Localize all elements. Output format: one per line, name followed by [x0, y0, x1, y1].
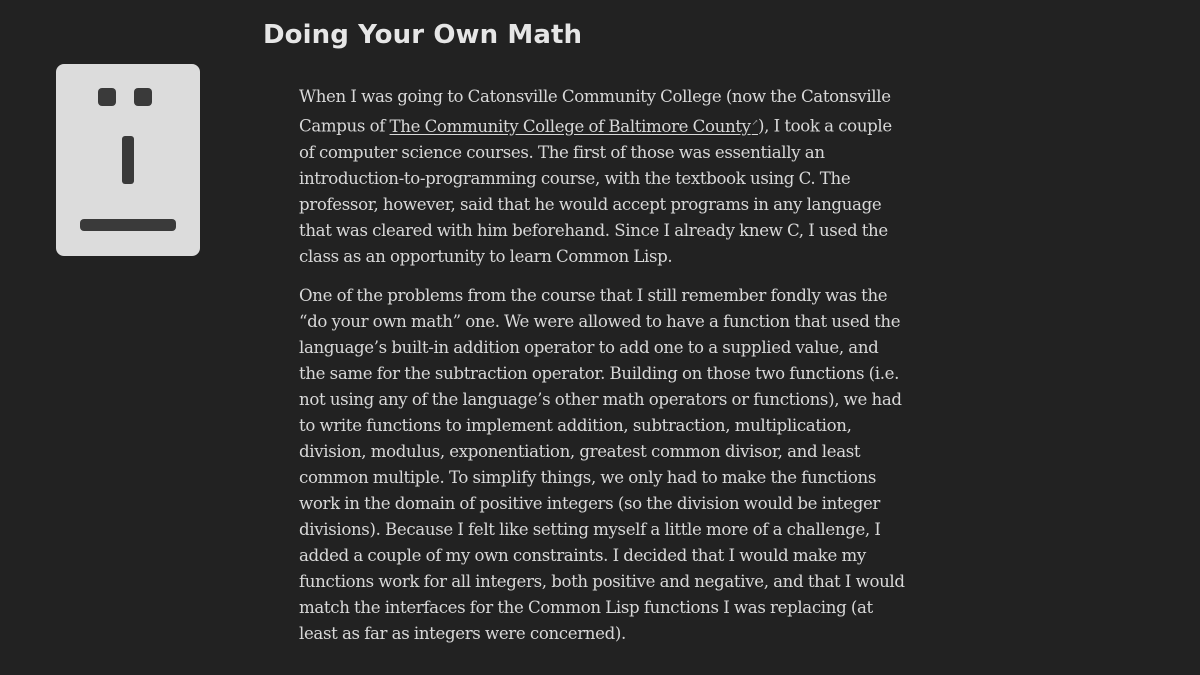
avatar: [56, 64, 200, 256]
avatar-right-eye: [134, 88, 152, 106]
page-title: Doing Your Own Math: [263, 20, 583, 50]
avatar-nose: [122, 136, 134, 184]
article-body: [299, 84, 905, 660]
article-paragraph-2: One of the problems from the course that I still remember fondly was the “do your own math” one. We were allowed to have a function that used the language’s built-in addition operator to add one to a supplied value, and the same for the subtraction operator. Building on those two functions (i.e. not using any of the language’s other math operators or functions), we had to write functions to implement addition, subtraction, multiplication, division, modulus, exponentiation, greatest common divisor, and least common multiple. To simplify things, we only had to make the functions work in the domain of positive integers (so the division would be integer divisions). Because I felt like setting myself a little more of a challenge, I added a couple of my own constraints. I decided that I would make my functions work for all integers, both positive and negative, and that I would match the interfaces for the Common Lisp functions I was replacing (at least as far as integers were concerned).: [299, 285, 905, 643]
ccbc-link[interactable]: [390, 117, 759, 136]
paragraph-1-text-end: ), I took a couple of computer science courses. The first of those was essentially an introduction-to-programming course, with the textbook using C. The professor, however, said that he would accept programs in any language that was cleared with him beforehand. Since I already knew C, I used the class as an opportunity to learn Common Lisp.: [299, 116, 892, 266]
paragraph-1-text-start: When I was going to Catonsville Community College (now the Catonsville Campus of: [299, 87, 891, 136]
avatar-left-eye: [98, 88, 116, 106]
article-paragraph-1: [299, 84, 905, 270]
external-link-icon: ↗: [751, 118, 759, 127]
ccbc-link-text: The Community College of Baltimore County: [389, 116, 751, 136]
avatar-mouth: [80, 219, 176, 231]
